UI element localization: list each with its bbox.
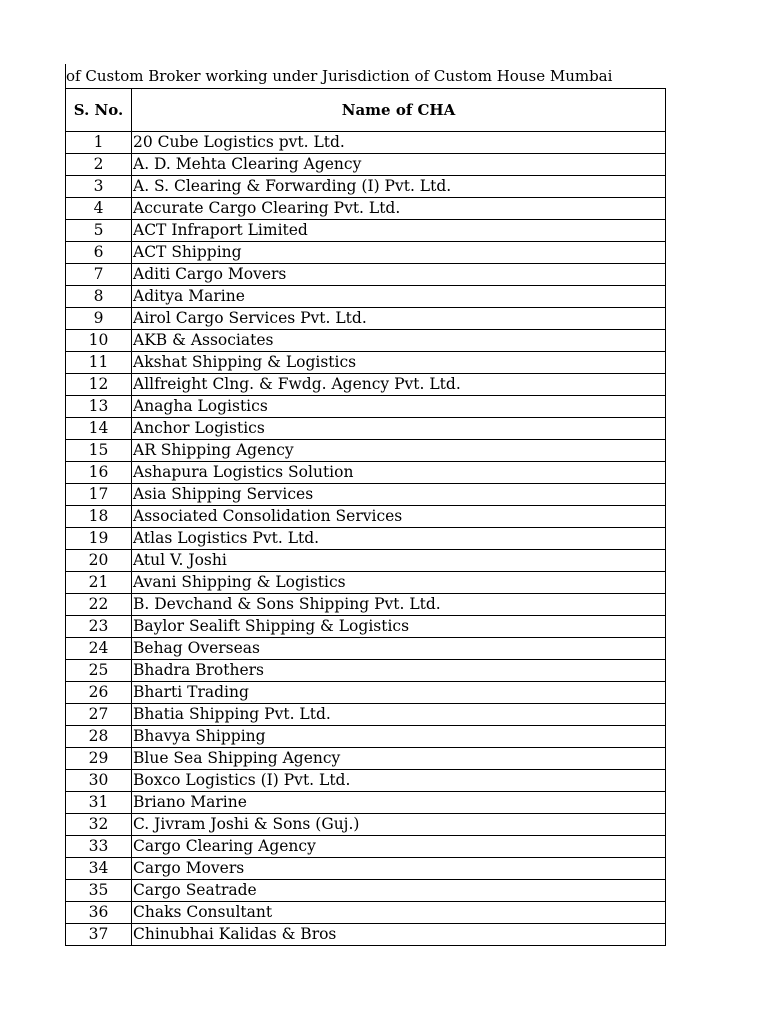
- row-sno-cell: 33: [66, 836, 132, 858]
- row-sno-cell: 26: [66, 682, 132, 704]
- table-row: [66, 506, 666, 528]
- row-sno-cell: 8: [66, 286, 132, 308]
- table-row: [66, 594, 666, 616]
- table-row: [66, 396, 666, 418]
- header-row: [66, 89, 666, 132]
- row-name-cell: Akshat Shipping & Logistics: [132, 352, 666, 374]
- table-row: [66, 572, 666, 594]
- table-row: [66, 528, 666, 550]
- table-row: [66, 638, 666, 660]
- row-sno-cell: 25: [66, 660, 132, 682]
- table-row: [66, 880, 666, 902]
- table-row: [66, 132, 666, 154]
- row-sno-cell: 28: [66, 726, 132, 748]
- row-sno-cell: 29: [66, 748, 132, 770]
- row-name-cell: A. S. Clearing & Forwarding (I) Pvt. Ltd.: [132, 176, 666, 198]
- table-row: [66, 704, 666, 726]
- table-row: [66, 660, 666, 682]
- row-name-cell: Associated Consolidation Services: [132, 506, 666, 528]
- row-name-cell: Asia Shipping Services: [132, 484, 666, 506]
- table-row: [66, 484, 666, 506]
- row-sno-cell: 22: [66, 594, 132, 616]
- row-name-cell: B. Devchand & Sons Shipping Pvt. Ltd.: [132, 594, 666, 616]
- table-row: [66, 264, 666, 286]
- table-row: [66, 748, 666, 770]
- row-name-cell: Bhadra Brothers: [132, 660, 666, 682]
- row-name-cell: Chinubhai Kalidas & Bros: [132, 924, 666, 946]
- table-row: [66, 924, 666, 946]
- row-name-cell: Briano Marine: [132, 792, 666, 814]
- table-body: [66, 132, 666, 946]
- row-name-cell: Behag Overseas: [132, 638, 666, 660]
- row-sno-cell: 35: [66, 880, 132, 902]
- row-name-cell: Allfreight Clng. & Fwdg. Agency Pvt. Ltd.: [132, 374, 666, 396]
- table-row: [66, 198, 666, 220]
- table-row: [66, 902, 666, 924]
- table-row: [66, 792, 666, 814]
- header-sno: S. No.: [66, 89, 132, 132]
- row-name-cell: Bhavya Shipping: [132, 726, 666, 748]
- table-row: [66, 308, 666, 330]
- row-sno-cell: 1: [66, 132, 132, 154]
- table-row: [66, 154, 666, 176]
- row-name-cell: Airol Cargo Services Pvt. Ltd.: [132, 308, 666, 330]
- row-sno-cell: 30: [66, 770, 132, 792]
- table-row: [66, 814, 666, 836]
- row-sno-cell: 19: [66, 528, 132, 550]
- row-sno-cell: 16: [66, 462, 132, 484]
- table-row: [66, 374, 666, 396]
- table-row: [66, 440, 666, 462]
- row-name-cell: ACT Infraport Limited: [132, 220, 666, 242]
- sheet-title-cell: [65, 64, 665, 88]
- table-row: [66, 286, 666, 308]
- row-sno-cell: 5: [66, 220, 132, 242]
- row-sno-cell: 15: [66, 440, 132, 462]
- row-sno-cell: 20: [66, 550, 132, 572]
- row-sno-cell: 32: [66, 814, 132, 836]
- row-name-cell: A. D. Mehta Clearing Agency: [132, 154, 666, 176]
- table-row: [66, 682, 666, 704]
- row-sno-cell: 2: [66, 154, 132, 176]
- row-sno-cell: 31: [66, 792, 132, 814]
- row-name-cell: Aditya Marine: [132, 286, 666, 308]
- table-row: [66, 616, 666, 638]
- table-row: [66, 418, 666, 440]
- row-name-cell: Anagha Logistics: [132, 396, 666, 418]
- table-row: [66, 220, 666, 242]
- row-name-cell: AKB & Associates: [132, 330, 666, 352]
- row-name-cell: Atul V. Joshi: [132, 550, 666, 572]
- row-name-cell: Bhatia Shipping Pvt. Ltd.: [132, 704, 666, 726]
- row-sno-cell: 11: [66, 352, 132, 374]
- row-sno-cell: 6: [66, 242, 132, 264]
- row-sno-cell: 14: [66, 418, 132, 440]
- table-row: [66, 462, 666, 484]
- row-sno-cell: 3: [66, 176, 132, 198]
- row-sno-cell: 10: [66, 330, 132, 352]
- row-name-cell: C. Jivram Joshi & Sons (Guj.): [132, 814, 666, 836]
- row-name-cell: Boxco Logistics (I) Pvt. Ltd.: [132, 770, 666, 792]
- table-row: [66, 726, 666, 748]
- table-row: [66, 242, 666, 264]
- table-row: [66, 352, 666, 374]
- row-name-cell: ACT Shipping: [132, 242, 666, 264]
- row-sno-cell: 4: [66, 198, 132, 220]
- table-row: [66, 770, 666, 792]
- row-sno-cell: 17: [66, 484, 132, 506]
- table-row: [66, 550, 666, 572]
- row-name-cell: Cargo Clearing Agency: [132, 836, 666, 858]
- row-sno-cell: 21: [66, 572, 132, 594]
- table-row: [66, 330, 666, 352]
- row-name-cell: 20 Cube Logistics pvt. Ltd.: [132, 132, 666, 154]
- sheet-title: of Custom Broker working under Jurisdiction of Custom House Mumbai: [66, 67, 613, 85]
- row-sno-cell: 9: [66, 308, 132, 330]
- table-row: [66, 858, 666, 880]
- table-row: [66, 836, 666, 858]
- row-sno-cell: 18: [66, 506, 132, 528]
- row-name-cell: Cargo Seatrade: [132, 880, 666, 902]
- row-name-cell: Aditi Cargo Movers: [132, 264, 666, 286]
- row-name-cell: AR Shipping Agency: [132, 440, 666, 462]
- row-sno-cell: 37: [66, 924, 132, 946]
- row-name-cell: Avani Shipping & Logistics: [132, 572, 666, 594]
- row-name-cell: Anchor Logistics: [132, 418, 666, 440]
- row-sno-cell: 36: [66, 902, 132, 924]
- row-name-cell: Cargo Movers: [132, 858, 666, 880]
- row-name-cell: Baylor Sealift Shipping & Logistics: [132, 616, 666, 638]
- row-name-cell: Bharti Trading: [132, 682, 666, 704]
- header-name: Name of CHA: [132, 89, 666, 132]
- row-sno-cell: 24: [66, 638, 132, 660]
- cha-table: [65, 88, 666, 946]
- row-sno-cell: 13: [66, 396, 132, 418]
- row-name-cell: Chaks Consultant: [132, 902, 666, 924]
- table-row: [66, 176, 666, 198]
- row-name-cell: Ashapura Logistics Solution: [132, 462, 666, 484]
- row-sno-cell: 12: [66, 374, 132, 396]
- row-sno-cell: 34: [66, 858, 132, 880]
- row-name-cell: Atlas Logistics Pvt. Ltd.: [132, 528, 666, 550]
- row-sno-cell: 23: [66, 616, 132, 638]
- row-name-cell: Blue Sea Shipping Agency: [132, 748, 666, 770]
- row-sno-cell: 27: [66, 704, 132, 726]
- row-name-cell: Accurate Cargo Clearing Pvt. Ltd.: [132, 198, 666, 220]
- row-sno-cell: 7: [66, 264, 132, 286]
